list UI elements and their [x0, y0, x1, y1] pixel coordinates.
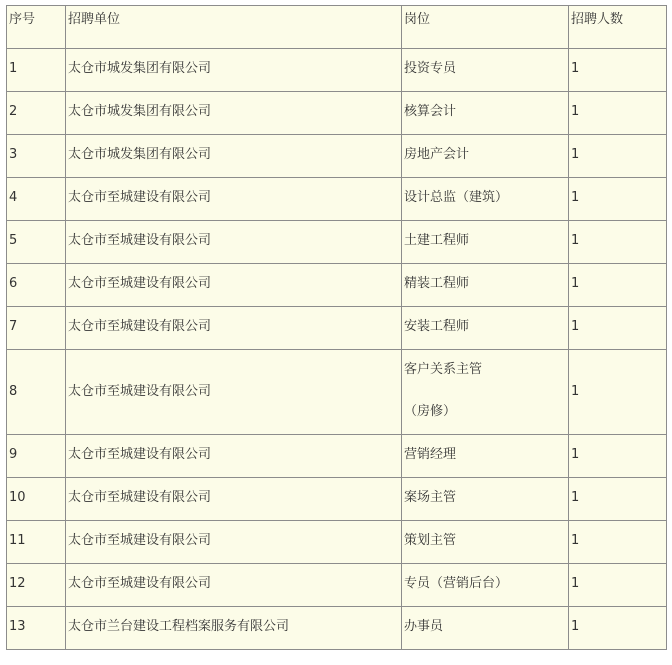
table-row: [7, 478, 667, 521]
cell-count: 1: [569, 49, 667, 92]
cell-unit: 太仓市至城建设有限公司: [66, 564, 402, 607]
cell-unit: 太仓市至城建设有限公司: [66, 521, 402, 564]
table-row: [7, 350, 667, 435]
cell-unit: 太仓市至城建设有限公司: [66, 178, 402, 221]
cell-position: [402, 607, 569, 650]
header-unit: 招聘单位: [66, 6, 402, 49]
header-count: 招聘人数: [569, 6, 667, 49]
cell-index: 13: [7, 607, 66, 650]
cell-count: 1: [569, 307, 667, 350]
position-line: 投资专员: [404, 61, 457, 76]
table-row: [7, 521, 667, 564]
cell-index: 3: [7, 135, 66, 178]
table-header: [7, 6, 667, 49]
position-line: 设计总监（建筑）: [404, 190, 509, 205]
cell-unit: 太仓市至城建设有限公司: [66, 307, 402, 350]
table-row: [7, 178, 667, 221]
cell-index: 4: [7, 178, 66, 221]
cell-index: 2: [7, 92, 66, 135]
cell-unit: 太仓市兰台建设工程档案服务有限公司: [66, 607, 402, 650]
cell-index: 8: [7, 350, 66, 435]
cell-position: [402, 350, 569, 435]
position-line: 核算会计: [404, 104, 457, 119]
cell-count: 1: [569, 435, 667, 478]
cell-unit: 太仓市城发集团有限公司: [66, 92, 402, 135]
cell-index: 10: [7, 478, 66, 521]
position-line: 土建工程师: [404, 233, 470, 248]
cell-index: 5: [7, 221, 66, 264]
cell-index: 1: [7, 49, 66, 92]
cell-position: [402, 435, 569, 478]
position-line: 营销经理: [404, 447, 457, 462]
cell-unit: 太仓市至城建设有限公司: [66, 350, 402, 435]
cell-position: [402, 221, 569, 264]
table-row: [7, 135, 667, 178]
cell-count: 1: [569, 264, 667, 307]
recruitment-table: [6, 5, 667, 650]
table-body: [7, 49, 667, 650]
cell-index: 9: [7, 435, 66, 478]
position-line: 客户关系主管: [404, 362, 483, 377]
cell-position: [402, 92, 569, 135]
cell-count: 1: [569, 521, 667, 564]
table-row: [7, 221, 667, 264]
position-line: 办事员: [404, 619, 444, 634]
cell-unit: 太仓市至城建设有限公司: [66, 264, 402, 307]
cell-unit: 太仓市城发集团有限公司: [66, 135, 402, 178]
cell-index: 6: [7, 264, 66, 307]
cell-count: 1: [569, 564, 667, 607]
cell-count: 1: [569, 478, 667, 521]
table-row: [7, 307, 667, 350]
table-row: [7, 92, 667, 135]
cell-count: 1: [569, 92, 667, 135]
cell-count: 1: [569, 350, 667, 435]
table-row: [7, 264, 667, 307]
cell-position: [402, 521, 569, 564]
cell-unit: 太仓市至城建设有限公司: [66, 478, 402, 521]
cell-position: [402, 178, 569, 221]
cell-index: 7: [7, 307, 66, 350]
header-row: [7, 6, 667, 49]
position-line: 案场主管: [404, 490, 457, 505]
cell-count: 1: [569, 135, 667, 178]
position-line: 精装工程师: [404, 276, 470, 291]
position-line: （房修）: [404, 404, 457, 419]
table-row: [7, 564, 667, 607]
position-line: 策划主管: [404, 533, 457, 548]
cell-count: 1: [569, 607, 667, 650]
cell-position: [402, 264, 569, 307]
cell-unit: 太仓市城发集团有限公司: [66, 49, 402, 92]
header-position: 岗位: [402, 6, 569, 49]
table-row: [7, 607, 667, 650]
position-line: 房地产会计: [404, 147, 470, 162]
cell-position: [402, 135, 569, 178]
position-line: 专员（营销后台）: [404, 576, 509, 591]
cell-unit: 太仓市至城建设有限公司: [66, 435, 402, 478]
cell-position: [402, 564, 569, 607]
table-row: [7, 435, 667, 478]
cell-index: 11: [7, 521, 66, 564]
header-index: 序号: [7, 6, 66, 49]
cell-position: [402, 307, 569, 350]
cell-count: 1: [569, 178, 667, 221]
table-row: [7, 49, 667, 92]
cell-unit: 太仓市至城建设有限公司: [66, 221, 402, 264]
cell-count: 1: [569, 221, 667, 264]
cell-position: [402, 49, 569, 92]
cell-index: 12: [7, 564, 66, 607]
cell-position: [402, 478, 569, 521]
position-line: 安装工程师: [404, 319, 470, 334]
